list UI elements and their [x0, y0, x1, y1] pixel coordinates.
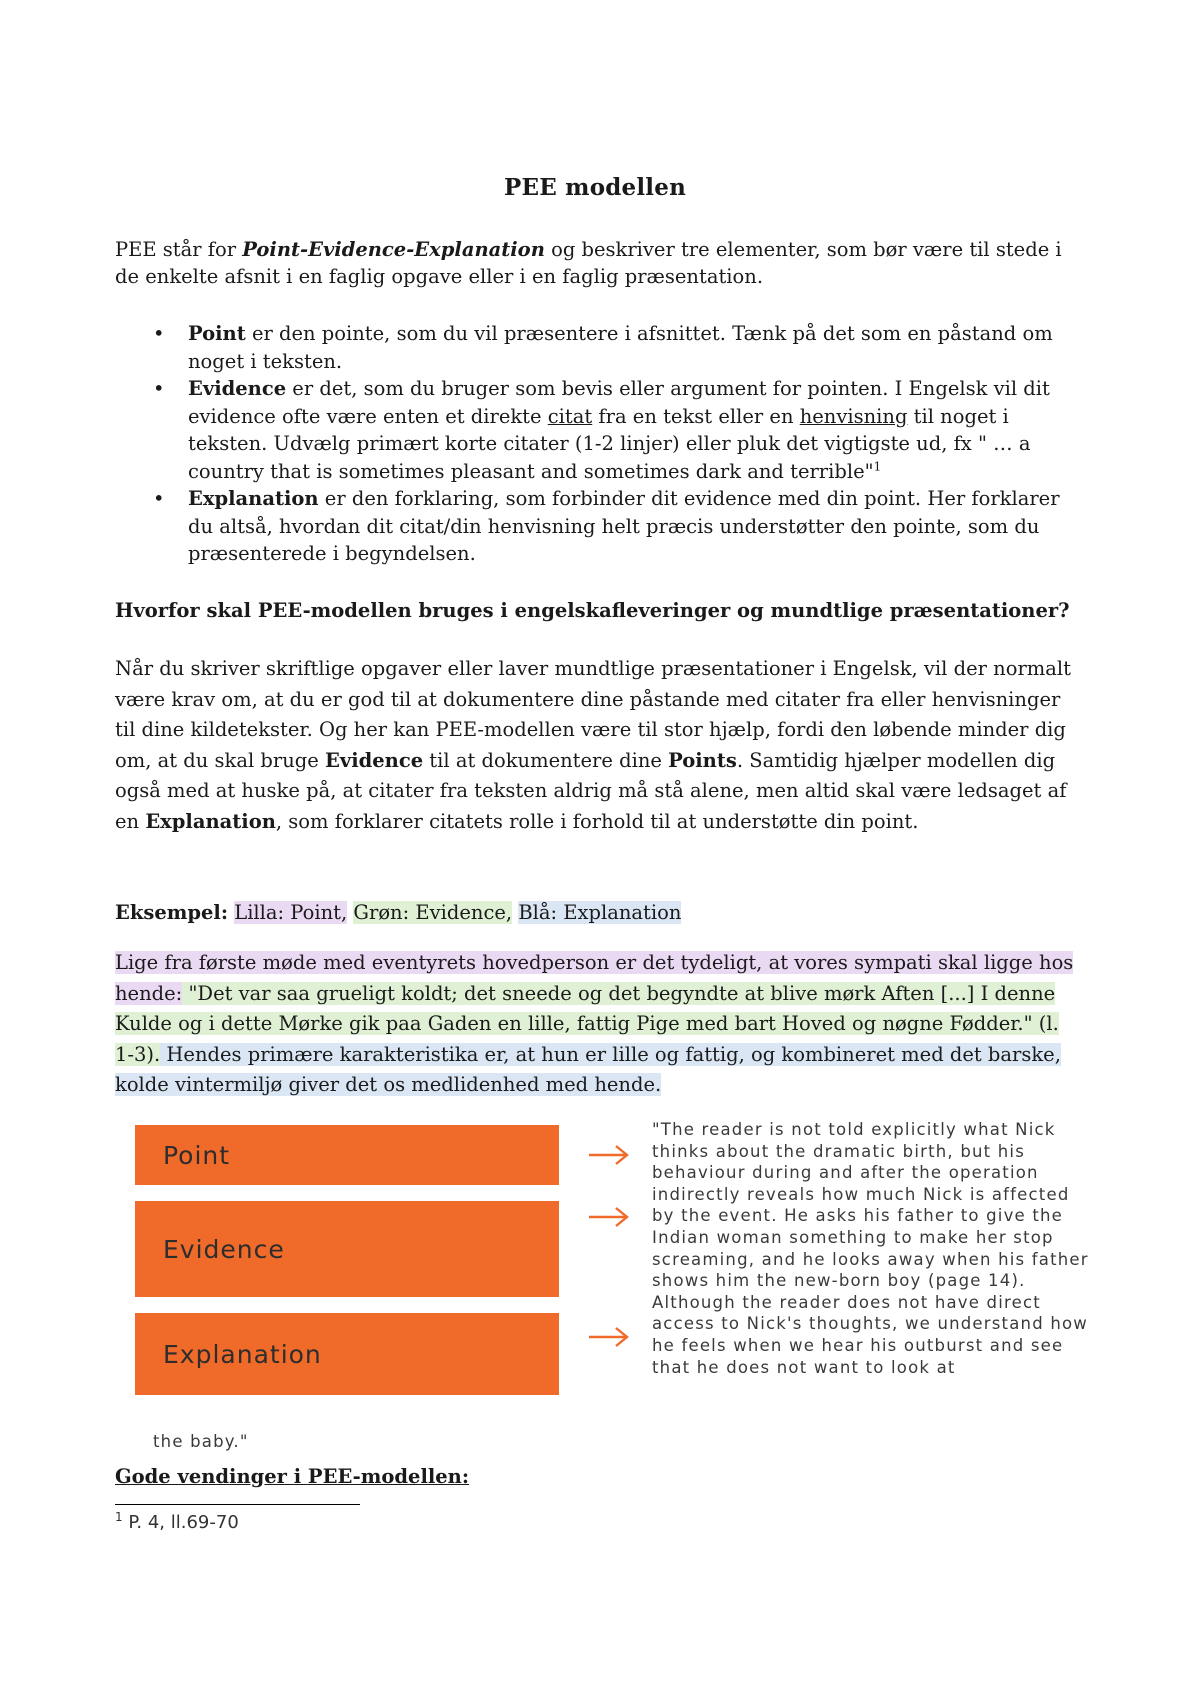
body-text: , som forklarer citatets rolle i forhold til at understøtte din point. [275, 809, 919, 833]
bullet-text: til noget i teksten. Udvælg primært korte citater (1-2 linjer) eller pluk det vigtigste ud, fx " … a country that is sometimes pleasant and sometimes dark and terrible" [188, 404, 1031, 483]
arrow-right-icon [587, 1143, 631, 1167]
legend-gron: Grøn: Evidence, [353, 901, 513, 924]
example-paragraph [115, 948, 1075, 1101]
diagram-quote-tail: the baby." [153, 1432, 249, 1451]
underlined-word: citat [547, 404, 593, 428]
intro-paragraph [115, 236, 1075, 290]
body-bold: Evidence [325, 748, 424, 772]
example-legend [115, 898, 681, 928]
legend-bla: Blå: Explanation [518, 901, 682, 924]
diagram-quote: "The reader is not told explicitly what Nick thinks about the dramatic birth, but his behaviour during and after the operation indirectly reveals how much Nick is affected by the event. He asks his father to give the Indian woman something to make her stop screaming, and he looks away when his father shows him the new-born boy (page 14). Although the reader does not have direct access to Nick's thoughts, we understand how he feels when we hear his outburst and see that he does not want to look at [652, 1120, 1089, 1377]
bullet-evidence [115, 375, 1075, 485]
subheading-phrases: Gode vendinger i PEE-modellen: [115, 1465, 470, 1488]
bullet-term: Point [188, 322, 246, 345]
bullet-point [115, 320, 1075, 375]
footnote [115, 1512, 239, 1533]
example-label: Eksempel: [115, 901, 229, 924]
pee-bullet-list [115, 320, 1075, 568]
bullet-text: er det, som du bruger som bevis eller argument for pointen. I Engelsk vil dit evidence ofte være enten et direkte [188, 377, 1050, 428]
underlined-word: henvisning [799, 404, 908, 428]
body-paragraph [115, 654, 1075, 837]
footnote-number: 1 [115, 1510, 123, 1524]
bullet-term: Explanation [188, 487, 319, 510]
body-text: . Samtidig hjælper modellen dig også med at huske på, at citater fra teksten aldrig må stå alene, men altid skal være ledsaget af en [115, 748, 1067, 833]
bullet-dot-icon: • [153, 322, 165, 345]
bullet-explanation [115, 485, 1075, 568]
intro-term: Point-Evidence-Explanation [242, 238, 545, 261]
example-explanation: Hendes primære karakteristika er, at hun er lille og fattig, og kombineret med det barske, kolde vintermiljø giver det os medlidenhed med hende. [115, 1042, 1061, 1096]
body-bold: Explanation [145, 809, 276, 833]
intro-text-end: og beskriver tre elementer, som bør være til stede i de enkelte afsnit i en faglig opgave eller i en faglig præsentation. [115, 238, 1062, 288]
legend-lilla: Lilla: Point, [234, 901, 348, 924]
diagram-box-explanation: Explanation [135, 1313, 559, 1395]
body-text: til at dokumentere dine [423, 748, 669, 772]
diagram-box-evidence: Evidence [135, 1201, 559, 1297]
intro-text: PEE står for [115, 238, 243, 261]
bullet-text: er den pointe, som du vil præsentere i afsnittet. Tænk på det som en påstand om noget i teksten. [188, 322, 1053, 373]
example-evidence: "Det var saa grueligt koldt; det sneede og det begyndte at blive mørk Aften [...] I denne Kulde og i dette Mørke gik paa Gaden en lille, fattig Pige med bart Hoved og nøgne Fødder." (l. 1-3). [115, 981, 1059, 1066]
bullet-dot-icon: • [153, 377, 165, 400]
footnote-ref[interactable]: 1 [873, 459, 882, 473]
bullet-term: Evidence [188, 377, 287, 400]
bullet-text: fra en tekst eller en [592, 404, 800, 428]
body-text: Når du skriver skriftlige opgaver eller laver mundtlige præsentationer i Engelsk, vil der normalt være krav om, at du er god til at dokumentere dine påstande med citater fra eller henvisninger til dine kildetekster. Og her kan PEE-modellen være til stor hjælp, fordi den løbende minder dig om, at du skal bruge [115, 657, 1071, 772]
page-title: PEE modellen [504, 174, 686, 201]
example-point: Lige fra første møde med eventyrets hovedperson er det tydeligt, at vores sympati skal ligge hos hende: [115, 951, 1074, 1005]
arrow-right-icon [587, 1205, 631, 1229]
diagram-box-point: Point [135, 1125, 559, 1185]
pee-diagram-image [135, 1120, 1095, 1455]
bullet-text: er den forklaring, som forbinder dit evidence med din point. Her forklarer du altså, hvordan dit citat/din henvisning helt præcis understøtter den pointe, som du præsenterede i begyndelsen. [188, 487, 1060, 565]
arrow-right-icon [587, 1325, 631, 1349]
body-bold: Points [668, 748, 737, 772]
bullet-dot-icon: • [153, 487, 165, 510]
footnote-separator [115, 1504, 360, 1505]
section-heading: Hvorfor skal PEE-modellen bruges i engelskafleveringer og mundtlige præsentationer? [115, 599, 1070, 622]
footnote-text: P. 4, ll.69-70 [122, 1512, 239, 1533]
